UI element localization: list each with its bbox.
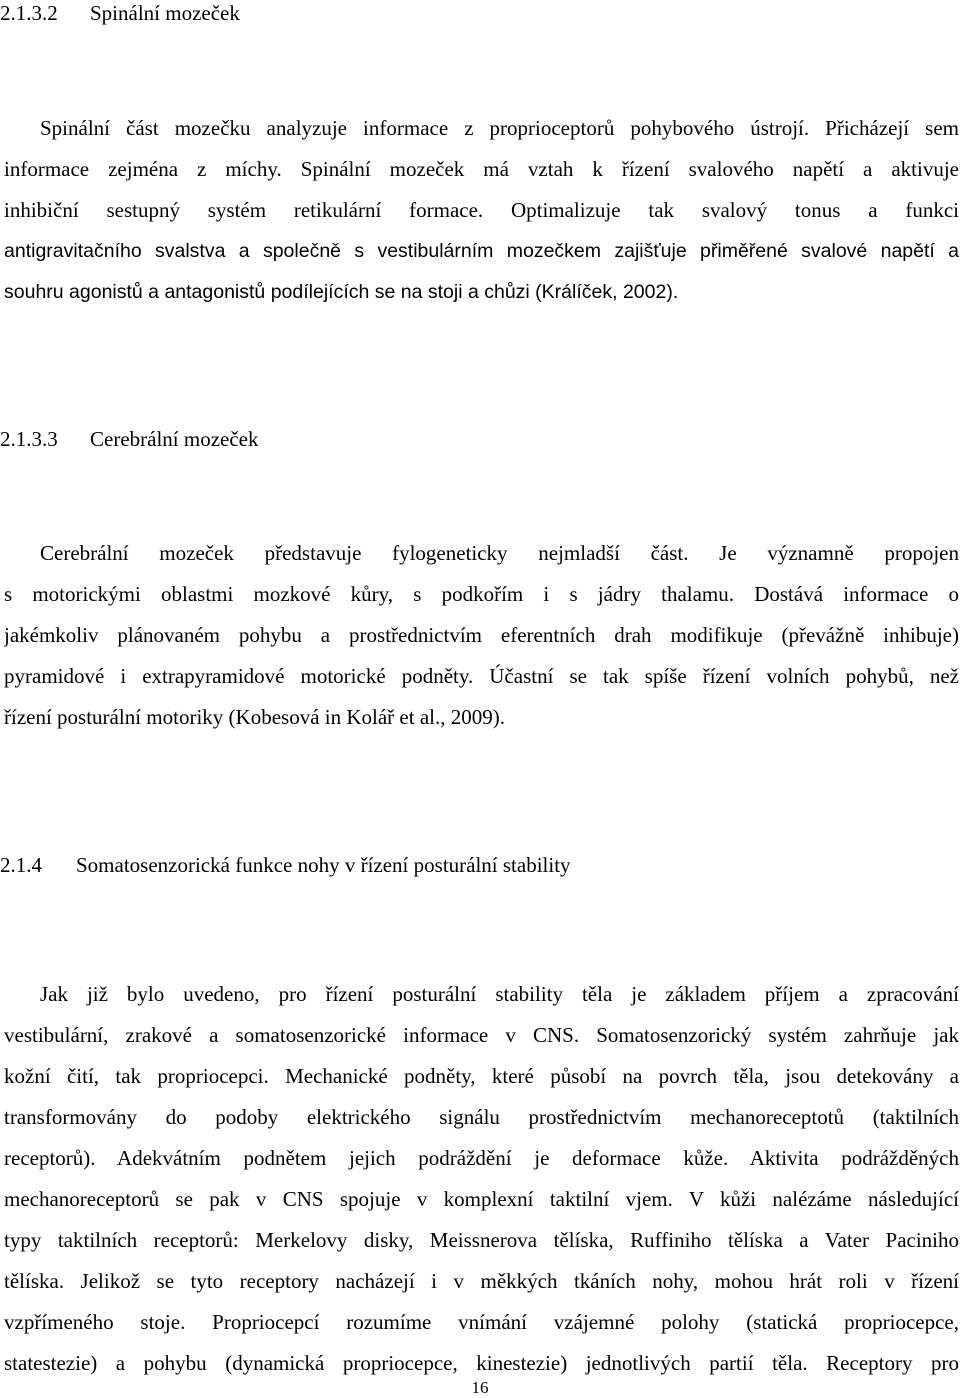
- paragraph-line: informace zejména z míchy. Spinální mozeček má vztah k řízení svalového napětí a aktivuje: [4, 157, 959, 181]
- paragraph-line: Jak již bylo uvedeno, pro řízení posturální stability těla je základem příjem a zpracování: [40, 982, 959, 1006]
- paragraph-line: Spinální část mozečku analyzuje informace z proprioceptorů pohybového ústrojí. Přicházejí sem: [40, 116, 959, 140]
- paragraph-line: typy taktilních receptorů: Merkelovy disky, Meissnerova tělíska, Ruffiniho tělíska a Vater Paciniho: [4, 1228, 959, 1252]
- paragraph-line: statestezie) a pohybu (dynamická propriocepce, kinestezie) jednotlivých partií těla. Receptory pro: [4, 1351, 959, 1375]
- section-heading: [0, 426, 259, 452]
- section-title: Cerebrální mozeček: [90, 427, 259, 451]
- section-title: Somatosenzorická funkce nohy v řízení posturální stability: [76, 853, 571, 877]
- section-heading: [0, 0, 240, 26]
- paragraph-line: antigravitačního svalstva a společně s vestibulárním mozečkem zajišťuje přiměřené svalové napětí a: [4, 240, 959, 262]
- paragraph-line: Cerebrální mozeček představuje fylogeneticky nejmladší část. Je významně propojen: [40, 541, 959, 565]
- paragraph-line: pyramidové i extrapyramidové motorické podněty. Účastní se tak spíše řízení volních pohybů, než: [4, 664, 959, 688]
- paragraph-line: kožní čití, tak propriocepci. Mechanické podněty, které působí na povrch těla, jsou detekovány a: [4, 1064, 959, 1088]
- paragraph: [4, 974, 959, 1384]
- paragraph-line: inhibiční sestupný systém retikulární formace. Optimalizuje tak svalový tonus a funkci: [4, 198, 959, 222]
- section-heading: [0, 852, 571, 878]
- section-number: 2.1.3.3: [0, 427, 58, 451]
- paragraph: [4, 108, 959, 313]
- paragraph-line: souhru agonistů a antagonistů podílejících se na stoji a chůzi (Králíček, 2002).: [4, 281, 679, 303]
- paragraph-line: tělíska. Jelikož se tyto receptory nacházejí i v měkkých tkáních nohy, mohou hrát roli v řízení: [4, 1269, 959, 1293]
- paragraph-line: jakémkoliv plánovaném pohybu a prostřednictvím eferentních drah modifikuje (převážně inhibuje): [4, 623, 959, 647]
- paragraph-line: receptorů). Adekvátním podnětem jejich podráždění je deformace kůže. Aktivita podrážděných: [4, 1146, 959, 1170]
- paragraph-line: vzpřímeného stoje. Propriocepcí rozumíme vnímání vzájemné polohy (statická propriocepce,: [4, 1310, 959, 1334]
- section-number: 2.1.4: [0, 853, 42, 877]
- section-title: Spinální mozeček: [90, 1, 240, 25]
- page-number: 16: [471, 1378, 489, 1397]
- paragraph-line: transformovány do podoby elektrického signálu prostřednictvím mechanoreceptotů (taktilních: [4, 1105, 959, 1129]
- paragraph-line: řízení posturální motoriky (Kobesová in Kolář et al., 2009).: [4, 705, 505, 729]
- paragraph-line: vestibulární, zrakové a somatosenzorické informace v CNS. Somatosenzorický systém zahrňuje jak: [4, 1023, 959, 1047]
- paragraph-line: mechanoreceptorů se pak v CNS spojuje v komplexní taktilní vjem. V kůži nalézáme následující: [4, 1187, 959, 1211]
- section-number: 2.1.3.2: [0, 1, 58, 25]
- paragraph-line: s motorickými oblastmi mozkové kůry, s podkořím i s jádry thalamu. Dostává informace o: [4, 582, 959, 606]
- paragraph: [4, 533, 959, 738]
